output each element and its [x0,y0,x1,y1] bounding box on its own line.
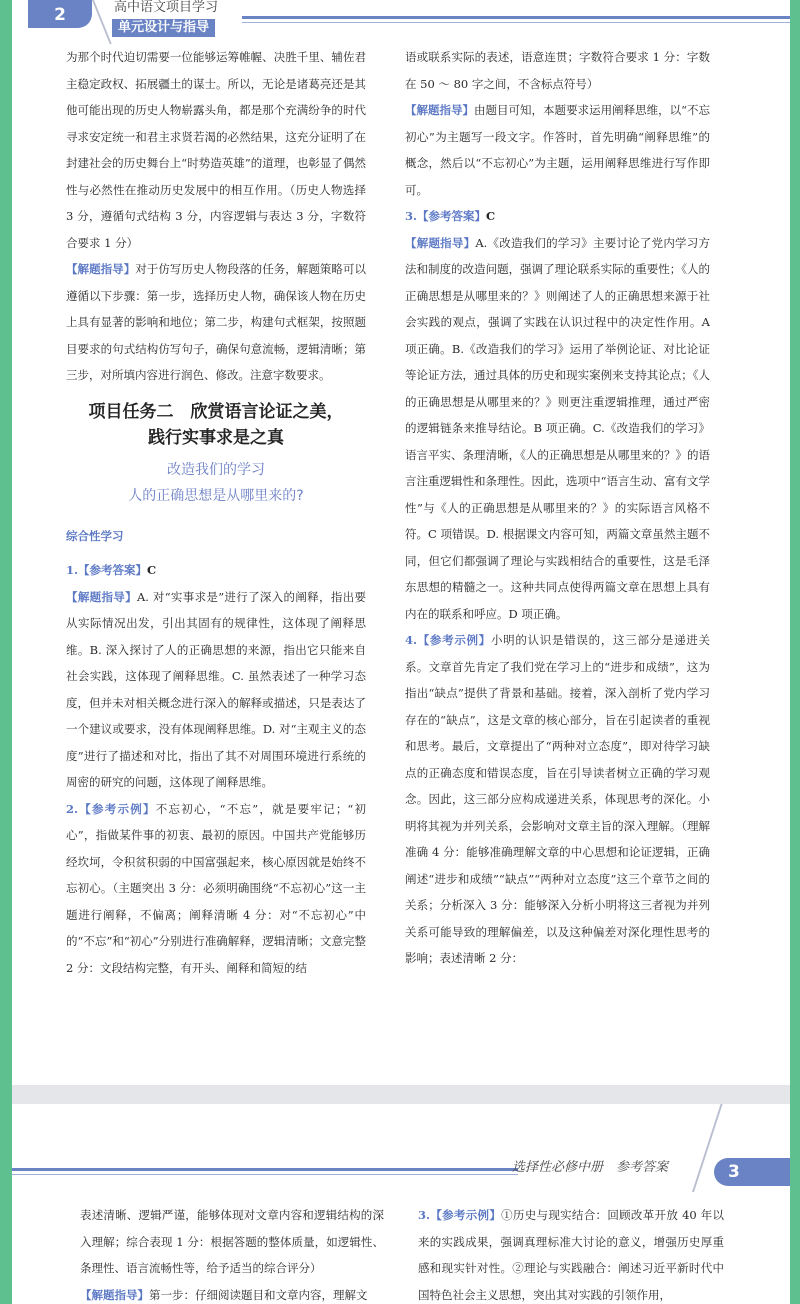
answer-tag: 【参考答案】 [417,209,487,223]
guide-text: 由题目可知，本题要求运用阐释思维，以“不忘初心”为主题写一段文字。作答时，首先明确“阐释思维”的概念，然后以“不忘初心”为主题，运用阐释思维进行写作即可。 [405,103,710,197]
paragraph: 表述清晰、逻辑严谨，能够体现对文章内容和逻辑结构的深入理解；综合表现 1 分：根据答题的整体质量，如逻辑性、条理性、语言流畅性等，给予适当的综合评分） [80,1208,384,1275]
guide-text: A. 对“实事求是”进行了深入的阐释，指出要从实际情况出发，引出其固有的规律性，这体现了阐释思维。B. 深入探讨了人的正确思想的来源，指出它只能来自社会实践，这体现了阐释思维。C. 虽然表述了一种学习态度，但并未对相关概念进行深入的解释或描述，只是表达了一个建议或要求，没有体现阐释思维。D. 对“主观主义的态度”进行了描述和对比，指出了其不对周围环境进行系统的周密的研究的问题，这体现了阐释思维。 [66,589,367,789]
header-rule [242,16,790,19]
paragraph [66,796,366,982]
header-rule-thin [242,22,790,23]
answer-value: C [486,209,496,223]
paragraph [80,1282,384,1304]
question-number: 3. [418,1208,431,1222]
paragraph [405,97,710,203]
guide-tag: 【解题指导】 [66,262,136,276]
guide-text: 对于仿写历史人物段落的任务，解题策略可以遵循以下步骤：第一步，选择历史人物，确保该人物在历史上具有显著的影响和地位；第二步，构建句式框架，按照题目要求的句式结构仿写句子，确保句意流畅，逻辑清晰；第三步，对所填内容进行润色、修改。注意字数要求。 [66,262,367,382]
header-rule-thin [12,1174,518,1175]
section-title [66,399,366,451]
book-section-label: 选择性必修中册 参考答案 [512,1160,669,1175]
example-text: 小明的认识是错误的，这三部分是递进关系。文章首先肯定了我们党在学习上的“进步和成绩”，这为指出“缺点”提供了背景和基础。接着，深入剖析了党内学习存在的“缺点”，这是文章的核心部分，旨在引起读者的重视和思考。最后，文章提出了“两种对立态度”，即对待学习缺点的正确态度和错误态度，旨在引导读者树立正确的学习观念。因此，这三部分应构成递进关系，体现思考的深化。小明将其视为并列关系，会影响对文章主旨的深入理解。（理解准确 4 分：能够准确理解文章的中心思想和论证逻辑，正确阐述“进步和成绩”“缺点”“两种对立态度”这三个章节之间的关系；分析深入 3 分：能够深入分析小明将这三者视为并列关系可能导致的理解偏差，以及这种偏差对深化理性思考的影响；表述清晰 2 分： [405,633,710,965]
example-tag: 【参考示例】 [78,801,156,816]
paragraph [418,1202,724,1304]
guide-tag: 【解题指导】 [405,103,475,117]
paragraph [405,627,710,972]
page-number-badge: 3 [714,1158,790,1186]
subsection-label: 综合性学习 [66,528,124,543]
question-answer [405,203,710,230]
paragraph [66,584,366,796]
example-text: ①历史与现实结合：回顾改革开放 40 年以来的实践成果，强调真理标准大讨论的意义，增强历史厚重感和现实针对性。②理论与实践融合：阐述习近平新时代中国特色社会主义思想，突出其对实践的引领作用， [418,1208,724,1302]
question-number: 1. [66,563,79,577]
guide-text: A.《改造我们的学习》主要讨论了党内学习方法和制度的改造问题，强调了理论联系实际的重要性；《人的正确思想是从哪里来的？》则阐述了人的正确思想来源于社会实践的观点，强调了实践在认识过程中的决定性作用。A 项正确。B.《改造我们的学习》运用了举例论证、对比论证等论证方法，通过具体的历史和现实案例来支持其论点；《人的正确思想是从哪里来的？》则更注重逻辑推理，通过严密的逻辑链条来推导结论。B 项正确。C.《改造我们的学习》语言平实、条理清晰，《人的正确思想是从哪里来的？》的语言注重逻辑性和条理性。因此，选项中“语言生动、富有文学性”与《人的正确思想是从哪里来的？》的实际语言风格不符。C 项错误。D. 根据课文内容可知，两篇文章虽然主题不同，但它们都强调了理论与实践相结合的重要性，这是毛泽东思想的精髓之一。这种共同点使得两篇文章在思想上具有内在的联系和呼应。D 项正确。 [405,235,710,621]
guide-tag: 【解题指导】 [405,235,476,250]
question-number: 2. [66,801,79,816]
example-tag: 【参考示例】 [430,1208,502,1222]
question-answer [66,557,366,584]
paragraph [66,256,366,389]
left-column [80,1202,384,1304]
page-2 [12,0,790,1085]
right-column [418,1202,724,1304]
guide-tag: 【解题指导】 [80,1287,149,1302]
example-tag: 【参考示例】 [417,633,491,647]
question-number: 3. [405,209,418,223]
paragraph [405,230,710,628]
header-divider [92,0,112,44]
paragraph: 语或联系实际的表述，语意连贯；字数符合要求 1 分：字数在 50 ～ 80 字之间，不含标点符号） [405,50,710,91]
right-column [405,44,710,972]
answer-tag: 【参考答案】 [78,563,148,577]
paragraph: 为那个时代迫切需要一位能够运筹帷幄、决胜千里、辅佐君主稳定政权、拓展疆土的谋士。所以，无论是诸葛亮还是其他可能出现的历史人物崭露头角，都是那个充满纷争的时代寻求安定统一和君主求贤若渴的必然结果，这充分证明了在封建社会的历史舞台上“时势造英雄”的道理，也彰显了偶然性与必然性在推动历史发展中的相互作用。（历史人物选择 3 分，遵循句式结构 3 分，内容逻辑与表达 3 分，字数符合要求 1 分） [66,50,366,250]
example-text: 不忘初心，“不忘”，就是要牢记；“初心”，指做某件事的初衷、最初的原因。中国共产党能够历经坎坷，令积贫积弱的中国富强起来，核心原因就是始终不忘初心。（主题突出 3 分：必须明确围绕“不忘初心”这一主题进行阐释，不偏离；阐释清晰 4 分：对“不忘初心”中的“不忘”和“初心”分别进行准确解释，逻辑清晰；文意完整 2 分：文段结构完整，有开头、阐释和简短的结 [66,801,366,975]
series-title: 高中语文项目学习 [114,0,219,15]
page-number-badge: 2 [28,0,92,28]
answer-value: C [147,563,157,577]
guide-text: 第一步：仔细阅读题目和文章内容，理解文 [149,1287,368,1302]
section-title-line: 践行实事求是之真 [148,427,284,448]
page-gap [12,1085,790,1104]
section-subtitle: 改造我们的学习 [167,461,265,478]
book-title: 单元设计与指导 [112,19,215,37]
page-3 [12,1104,790,1304]
question-number: 4. [405,633,418,647]
section-title-line: 项目任务二 欣赏语言论证之美， [88,401,344,422]
section-subtitle: 人的正确思想是从哪里来的? [128,487,304,504]
guide-tag: 【解题指导】 [66,589,137,604]
header-rule [12,1168,518,1171]
left-column [66,44,366,981]
